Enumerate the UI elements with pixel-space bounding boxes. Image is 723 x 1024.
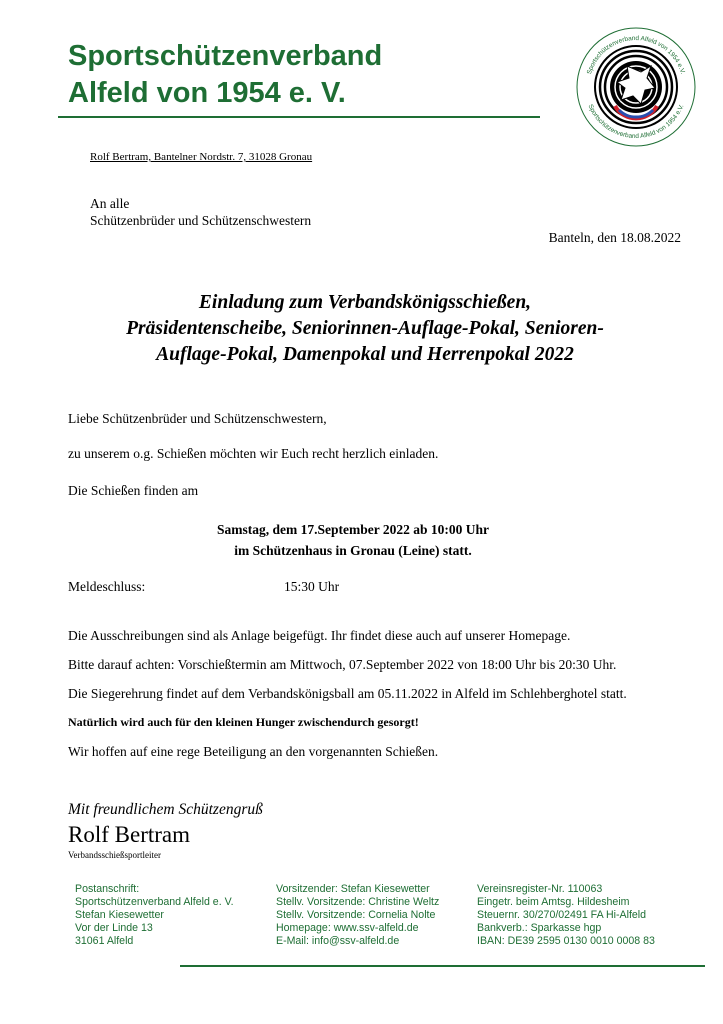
- subject-line: Einladung zum Verbandskönigsschießen,: [198, 292, 532, 313]
- org-name-line1: Sportschützenverband: [68, 40, 383, 72]
- footer-line: IBAN: DE39 2595 0130 0010 0008 83: [477, 935, 655, 947]
- salutation: Liebe Schützenbrüder und Schützenschwestern,: [68, 411, 327, 426]
- recipient-line: An alle: [90, 196, 130, 211]
- event-location: im Schützenhaus in Gronau (Leine) statt.: [234, 543, 472, 558]
- footer-line: Stellv. Vorsitzende: Christine Weltz: [276, 896, 440, 908]
- footer-line: Bankverb.: Sparkasse hgp: [477, 922, 602, 934]
- closing-greeting: Mit freundlichem Schützengruß: [68, 801, 263, 818]
- footer-line: 31061 Alfeld: [75, 935, 134, 947]
- footer-divider: [180, 965, 705, 967]
- paragraph-closing-hope: Wir hoffen auf eine rege Beteiligung an den vorgenannten Schießen.: [68, 744, 439, 759]
- footer-board: [276, 883, 439, 948]
- header-divider: [58, 116, 540, 118]
- footer-line: Stefan Kiesewetter: [75, 909, 164, 921]
- organization-name: [68, 38, 382, 112]
- logo-ring-text: Sportschützenverband Alfeld von 1954 e.V.: [585, 34, 687, 76]
- footer-line: Homepage: www.ssv-alfeld.de: [276, 922, 419, 934]
- sender-address: Rolf Bertram, Bantelner Nordstr. 7, 31028 Gronau: [90, 151, 313, 163]
- event-date: Samstag, dem 17.September 2022 ab 10:00 Uhr: [217, 522, 489, 537]
- letter-date: Banteln, den 18.08.2022: [548, 230, 681, 245]
- footer-registry-bank: [477, 883, 655, 948]
- paragraph-catering: Natürlich wird auch für den kleinen Hunger zwischendurch gesorgt!: [68, 715, 419, 729]
- footer-line: Stellv. Vorsitzende: Cornelia Nolte: [276, 909, 436, 921]
- paragraph-pre-shooting: Bitte darauf achten: Vorschießtermin am Mittwoch, 07.September 2022 von 18:00 Uhr bis 20:30 Uhr.: [68, 657, 617, 672]
- footer-line: Vor der Linde 13: [75, 922, 153, 934]
- org-name-line2: Alfeld von 1954 e. V.: [68, 77, 346, 109]
- footer-line: Sportschützenverband Alfeld e. V.: [75, 896, 234, 908]
- deadline-label: Meldeschluss:: [68, 579, 146, 594]
- subject-line: Präsidentenscheibe, Seniorinnen-Auflage-Pokal, Senioren-: [126, 318, 604, 339]
- intro-paragraph: zu unserem o.g. Schießen möchten wir Euch recht herzlich einladen.: [68, 446, 439, 461]
- letter-subject: [60, 290, 670, 368]
- footer-line: Steuernr. 30/270/02491 FA Hi-Alfeld: [477, 909, 647, 921]
- logo-ring-text-bottom: Sportschützenverband Alfeld von 1954 e.V.: [586, 103, 686, 141]
- signature-role: Verbandsschießsportleiter: [68, 850, 161, 860]
- paragraph-award-ceremony: Die Siegerehrung findet auf dem Verbandskönigsball am 05.11.2022 in Alfeld im Schlehberghotel statt.: [68, 686, 627, 701]
- signature-name: Rolf Bertram: [68, 822, 190, 847]
- footer-line: Postanschrift:: [75, 883, 140, 895]
- event-intro: Die Schießen finden am: [68, 483, 199, 498]
- footer-line: Vereinsregister-Nr. 110063: [477, 883, 603, 895]
- paragraph-attachments: Die Ausschreibungen sind als Anlage beigefügt. Ihr findet diese auch auf unserer Homepage.: [68, 628, 571, 643]
- event-details: [68, 519, 638, 561]
- footer-line: Vorsitzender: Stefan Kiesewetter: [276, 883, 430, 895]
- subject-line: Auflage-Pokal, Damenpokal und Herrenpokal 2022: [156, 344, 574, 365]
- club-logo: [575, 26, 697, 148]
- deadline-value: 15:30 Uhr: [284, 579, 340, 594]
- recipient-block: [90, 195, 311, 229]
- footer-line: Eingetr. beim Amtsg. Hildesheim: [477, 896, 630, 908]
- footer-line: E-Mail: info@ssv-alfeld.de: [276, 935, 400, 947]
- recipient-line: Schützenbrüder und Schützenschwestern: [90, 213, 312, 228]
- footer-postal-address: [75, 883, 234, 948]
